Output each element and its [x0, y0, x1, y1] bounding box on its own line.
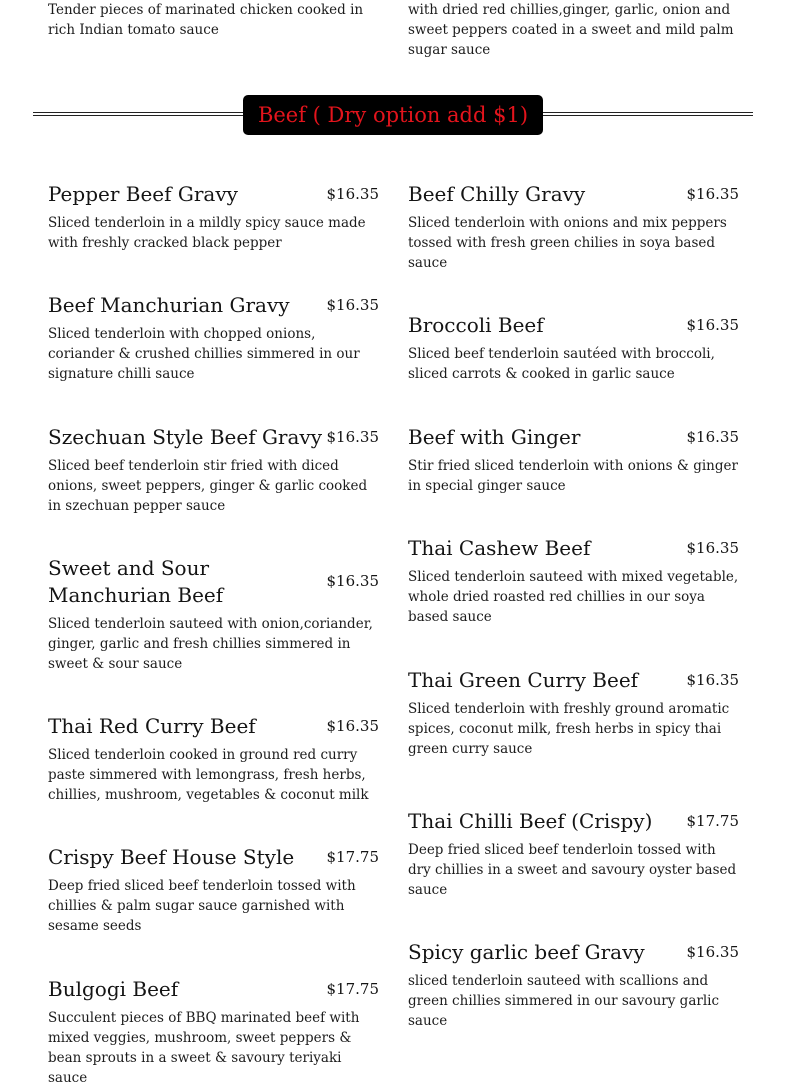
item-price: $16.35	[686, 428, 739, 446]
item-price: $16.35	[326, 185, 379, 203]
item-description: Sliced beef tenderloin stir fried with diced onions, sweet peppers, ginger & garlic cooked in szechuan pepper sauce	[48, 458, 368, 514]
item-description: Sliced tenderloin in a mildly spicy sauce made with freshly cracked black pepper	[48, 215, 366, 251]
item-price: $16.35	[686, 185, 739, 203]
item-description: Sliced tenderloin with onions and mix peppers tossed with fresh green chilies in soya based sauce	[408, 215, 727, 271]
item-price: $17.75	[326, 848, 379, 866]
item-description: Sliced tenderloin with chopped onions, coriander & crushed chillies simmered in our signature chilli sauce	[48, 326, 360, 382]
section-header	[33, 95, 753, 135]
item-description: Sliced beef tenderloin sautéed with broccoli, sliced carrots & cooked in garlic sauce	[408, 346, 715, 382]
item-name: Sweet and Sour Manchurian Beef	[48, 556, 224, 607]
item-name: Beef Chilly Gravy	[408, 182, 586, 206]
item-name: Szechuan Style Beef Gravy	[48, 425, 323, 449]
section-title: Beef ( Dry option add $1)	[243, 95, 543, 135]
item-name: Broccoli Beef	[408, 313, 544, 337]
menu-item	[408, 667, 739, 759]
item-name: Thai Green Curry Beef	[408, 668, 639, 692]
item-price: $16.35	[326, 572, 379, 590]
menu-item	[408, 535, 739, 627]
item-price: $16.35	[326, 717, 379, 735]
item-price: $16.35	[686, 943, 739, 961]
item-name: Thai Cashew Beef	[408, 536, 591, 560]
menu-item	[48, 292, 379, 384]
menu-item	[48, 555, 379, 674]
item-description: Sliced tenderloin with freshly ground aromatic spices, coconut milk, fresh herbs in spicy thai green curry sauce	[408, 701, 730, 757]
item-price: $16.35	[686, 671, 739, 689]
menu-item	[48, 424, 379, 516]
previous-item-description: with dried red chillies,ginger, garlic, onion and sweet peppers coated in a sweet and mild palm sugar sauce	[408, 2, 734, 58]
item-price: $16.35	[686, 316, 739, 334]
menu-item	[408, 939, 739, 1031]
item-name: Bulgogi Beef	[48, 977, 179, 1001]
item-name: Thai Red Curry Beef	[48, 714, 256, 738]
menu-item	[48, 844, 379, 936]
item-price: $17.75	[686, 812, 739, 830]
menu-item	[48, 181, 379, 253]
item-price: $16.35	[326, 428, 379, 446]
item-name: Pepper Beef Gravy	[48, 182, 238, 206]
menu-item	[408, 424, 739, 496]
item-name: Beef Manchurian Gravy	[48, 293, 290, 317]
item-name: Spicy garlic beef Gravy	[408, 940, 645, 964]
item-description: Sliced tenderloin sauteed with onion,coriander, ginger, garlic and fresh chillies simmered in sweet & sour sauce	[48, 616, 373, 672]
item-name: Crispy Beef House Style	[48, 845, 295, 869]
previous-item-description: Tender pieces of marinated chicken cooked in rich Indian tomato sauce	[48, 2, 364, 38]
item-price: $17.75	[326, 980, 379, 998]
item-name: Beef with Ginger	[408, 425, 581, 449]
item-price: $16.35	[326, 296, 379, 314]
item-description: Deep fried sliced beef tenderloin tossed with dry chillies in a sweet and savoury oyster based sauce	[408, 842, 737, 898]
menu-item	[408, 808, 739, 900]
item-description: Deep fried sliced beef tenderloin tossed with chillies & palm sugar sauce garnished with sesame seeds	[48, 878, 356, 934]
item-description: sliced tenderloin sauteed with scallions and green chillies simmered in our savoury garlic sauce	[408, 973, 720, 1029]
item-description: Stir fried sliced tenderloin with onions & ginger in special ginger sauce	[408, 458, 738, 494]
item-description: Sliced tenderloin sauteed with mixed vegetable, whole dried roasted red chillies in our soya based sauce	[408, 569, 739, 625]
menu-item	[48, 976, 379, 1088]
menu-item	[48, 713, 379, 805]
menu-item	[408, 312, 739, 384]
item-description: Succulent pieces of BBQ marinated beef with mixed veggies, mushroom, sweet peppers & bean sprouts in a sweet & savoury teriyaki sauce	[48, 1010, 360, 1086]
item-description: Sliced tenderloin cooked in ground red curry paste simmered with lemongrass, fresh herbs, chillies, mushroom, vegetables & coconut milk	[48, 747, 369, 803]
item-price: $16.35	[686, 539, 739, 557]
menu-item	[408, 181, 739, 273]
item-name: Thai Chilli Beef (Crispy)	[408, 809, 653, 833]
